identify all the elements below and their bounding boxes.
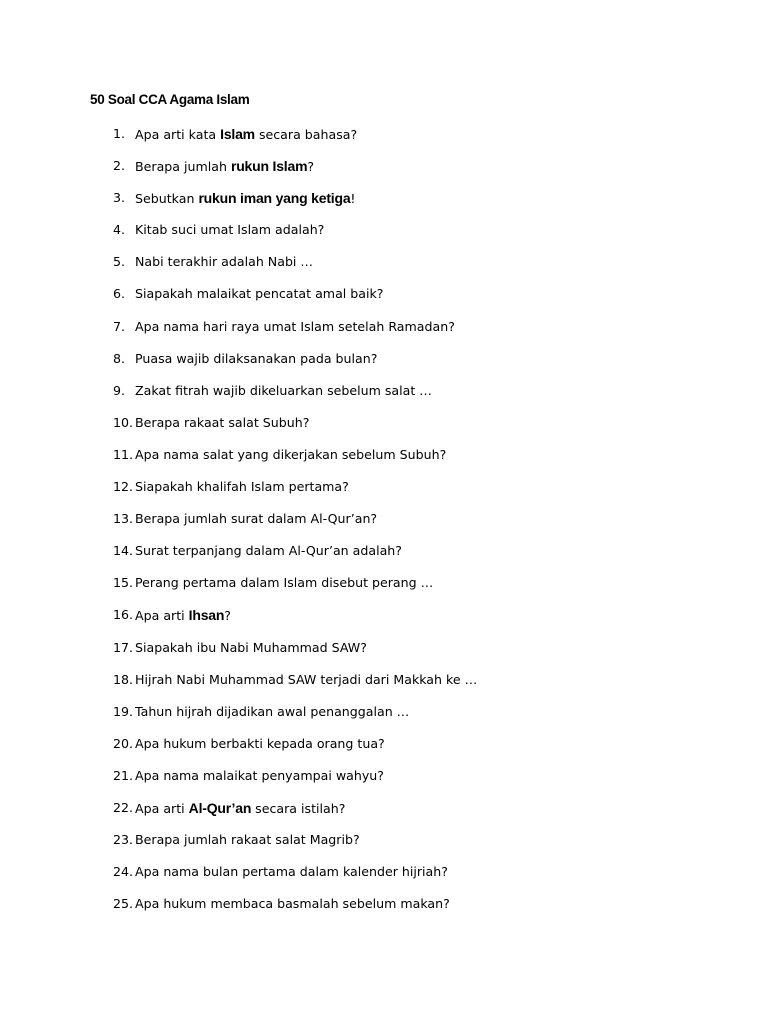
question-text <box>135 541 402 561</box>
question-text <box>135 509 377 529</box>
highlighted-term: rukun iman yang ketiga <box>198 190 351 207</box>
question-number: 1. <box>113 126 126 141</box>
question-number: 6. <box>113 286 126 302</box>
question-text-part: Tahun hijrah dijadikan awal penanggalan … <box>135 703 410 719</box>
highlighted-term: Islam <box>220 126 255 142</box>
question-number: 14. <box>113 543 134 559</box>
question-number: 18. <box>113 671 134 687</box>
question-text-part: Apa nama hari raya umat Islam setelah Ramadan? <box>135 318 455 334</box>
question-text-part: Berapa jumlah <box>135 159 231 175</box>
question-text <box>135 445 446 465</box>
question-number: 23. <box>113 832 134 848</box>
question-text-part: Zakat fitrah wajib dikeluarkan sebelum salat … <box>135 382 432 398</box>
question-text-part: Berapa rakaat salat Subuh? <box>135 414 310 430</box>
document-title: 50 Soal CCA Agama Islam <box>90 92 250 107</box>
question-number: 12. <box>113 479 134 495</box>
question-text <box>135 734 385 754</box>
question-text-part: ? <box>224 608 231 624</box>
question-number: 7. <box>113 318 126 334</box>
question-text-part: Surat terpanjang dalam Al-Qur’an adalah? <box>135 543 402 559</box>
question-text <box>135 349 377 369</box>
question-text-part: ? <box>307 159 315 175</box>
question-text-part: Apa nama bulan pertama dalam kalender hijriah? <box>135 864 448 880</box>
question-number: 22. <box>113 799 134 815</box>
question-text <box>135 252 313 272</box>
question-text <box>135 894 450 914</box>
question-number: 15. <box>113 575 134 591</box>
question-text-part: secara bahasa? <box>254 127 358 142</box>
question-text-part: Berapa jumlah rakaat salat Magrib? <box>135 832 360 848</box>
question-number: 8. <box>113 350 126 366</box>
question-text-part: Apa nama salat yang dikerjakan sebelum Subuh? <box>135 446 447 462</box>
question-text <box>135 830 360 850</box>
question-number: 20. <box>113 735 134 751</box>
question-text <box>135 573 433 593</box>
question-text <box>135 638 367 658</box>
question-text-part: ! <box>350 191 356 207</box>
question-text <box>135 284 383 304</box>
question-text-part: Puasa wajib dilaksanakan pada bulan? <box>135 350 378 366</box>
question-text <box>135 862 448 882</box>
question-number: 3. <box>113 190 126 206</box>
question-text-part: Nabi terakhir adalah Nabi … <box>135 254 314 270</box>
question-text-part: Berapa jumlah surat dalam Al-Qur’an? <box>135 511 378 527</box>
question-number: 2. <box>113 158 126 174</box>
question-number: 21. <box>113 767 134 783</box>
question-text-part: Apa nama malaikat penyampai wahyu? <box>135 767 384 783</box>
question-text-part: Kitab suci umat Islam adalah? <box>135 222 325 238</box>
question-text <box>135 766 384 786</box>
question-number: 25. <box>113 896 134 912</box>
question-number: 5. <box>113 254 126 270</box>
question-text-part: Siapakah malaikat pencatat amal baik? <box>135 286 384 302</box>
question-text-part: Siapakah ibu Nabi Muhammad SAW? <box>135 639 367 655</box>
highlighted-term: Ihsan <box>188 607 225 624</box>
question-text-part: Apa hukum membaca basmalah sebelum makan? <box>135 896 450 912</box>
question-number: 19. <box>113 703 134 719</box>
question-text-part: Apa hukum berbakti kepada orang tua? <box>135 735 385 751</box>
question-number: 13. <box>113 511 134 527</box>
question-text-part: Apa arti <box>135 800 189 816</box>
question-number: 10. <box>113 414 134 430</box>
question-number: 16. <box>113 607 134 623</box>
question-text <box>135 317 455 337</box>
question-number: 11. <box>113 446 134 462</box>
question-text-part: Siapakah khalifah Islam pertama? <box>135 479 349 495</box>
question-text-part: Apa arti <box>135 608 189 624</box>
question-number: 4. <box>113 222 126 238</box>
question-text <box>135 605 231 626</box>
question-text <box>135 477 349 497</box>
question-text-part: Perang pertama dalam Islam disebut perang … <box>135 575 434 591</box>
question-text <box>135 702 409 722</box>
question-number: 9. <box>113 382 126 398</box>
question-text <box>135 381 432 401</box>
question-number: 17. <box>113 639 134 655</box>
question-text <box>135 156 314 177</box>
question-text-part: Hijrah Nabi Muhammad SAW terjadi dari Makkah ke … <box>135 671 478 687</box>
question-text <box>135 188 355 209</box>
highlighted-term: rukun Islam <box>230 158 308 175</box>
question-text <box>135 124 357 145</box>
question-text <box>135 220 324 240</box>
question-text <box>135 413 309 433</box>
question-text-part: secara istilah? <box>251 800 346 816</box>
question-text <box>135 670 477 690</box>
highlighted-term: Al-Qur’an <box>188 799 252 816</box>
question-text-part: Sebutkan <box>135 191 199 207</box>
question-text-part: Apa arti kata <box>135 127 221 142</box>
question-text <box>135 798 345 819</box>
question-number: 24. <box>113 864 134 880</box>
